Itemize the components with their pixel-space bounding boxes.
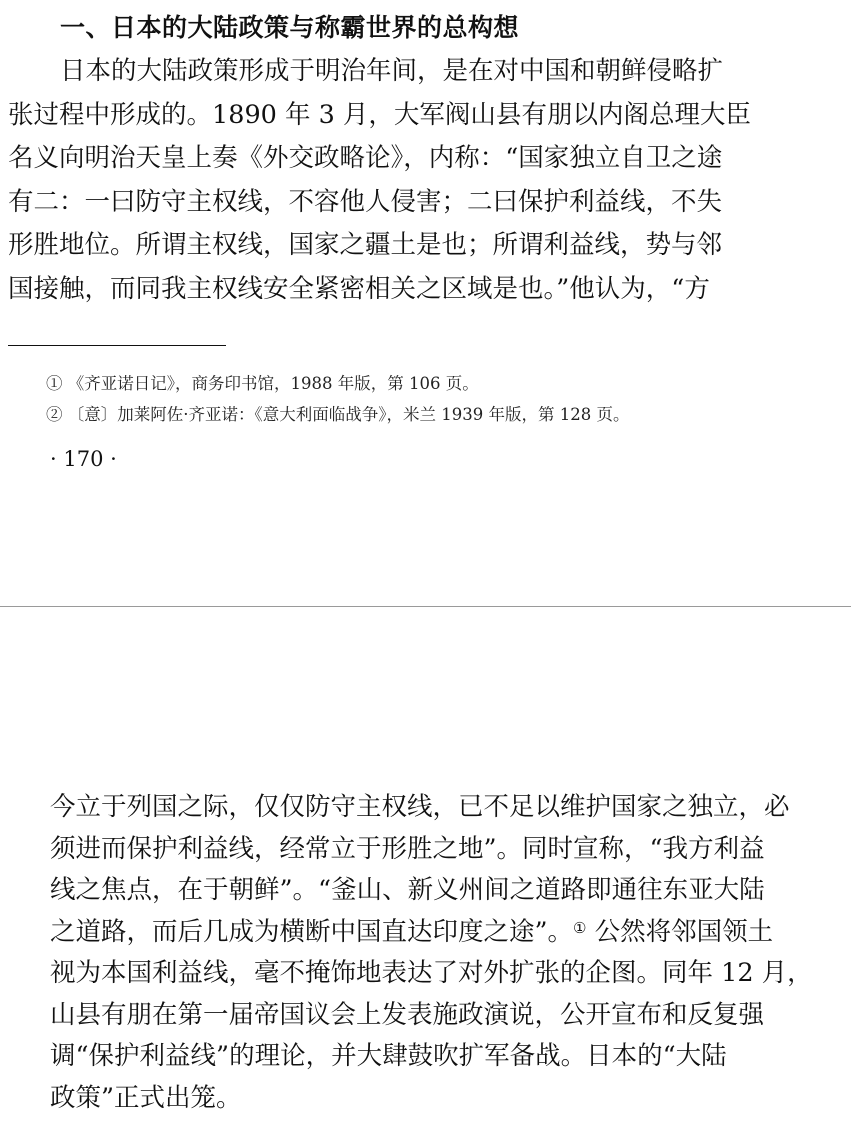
paragraph-line: 名义向明治天皇上奏《外交政略论》，内称：“国家独立自卫之途 — [8, 143, 723, 173]
paragraph-line: 今立于列国之际，仅仅防守主权线，已不足以维护国家之独立，必 — [50, 792, 790, 822]
paragraph-line: 调“保护利益线”的理论，并大肆鼓吹扩军备战。日本的“大陆 — [50, 1041, 727, 1071]
paragraph-line — [50, 912, 840, 954]
section-heading: 一、日本的大陆政策与称霸世界的总构想 — [60, 13, 520, 42]
line-text: 公然将邻国领土 — [586, 916, 774, 947]
paragraph-line: 日本的大陆政策形成于明治年间，是在对中国和朝鲜侵略扩 — [60, 56, 724, 86]
body-paragraph — [8, 50, 808, 311]
paragraph-line: 山县有朋在第一届帝国议会上发表施政演说，公开宣布和反复强 — [50, 999, 765, 1030]
lower-page — [0, 610, 851, 1139]
paragraph-line: 须进而保护利益线，经常立于形胜之地”。同时宣称，“我方利益 — [50, 833, 765, 864]
page-number: · 170 · — [50, 447, 117, 471]
line-text: 之道路，而后几成为横断中国直达印度之途”。 — [50, 916, 574, 947]
body-paragraph-continued — [50, 787, 840, 1119]
page-divider — [0, 606, 851, 607]
paragraph-line: 形胜地位。所谓主权线，国家之疆土是也；所谓利益线，势与邻 — [8, 230, 723, 260]
paragraph-line: 政策”正式出笼。 — [50, 1082, 242, 1113]
paragraph-line: 张过程中形成的。1890 年 3 月，大军阀山县有朋以内阁总理大臣 — [8, 99, 751, 130]
footnote-marker: ① — [573, 918, 587, 937]
paragraph-line: 线之焦点，在于朝鲜”。“釜山、新义州间之道路即通往东亚大陆 — [50, 875, 765, 905]
paragraph-line: 视为本国利益线，毫不掩饰地表达了对外扩张的企图。同年 12 月， — [50, 958, 813, 988]
footnote-1: ① 《齐亚诺日记》，商务印书馆，1988 年版，第 106 页。 — [46, 374, 479, 393]
footnotes — [46, 368, 629, 430]
footnote-rule — [8, 345, 226, 346]
paragraph-line: 有二：一曰防守主权线，不容他人侵害；二曰保护利益线，不失 — [8, 186, 723, 217]
footnote-2: ② 〔意〕加莱阿佐·齐亚诺：《意大利面临战争》，米兰 1939 年版，第 128 页。 — [46, 405, 630, 424]
paragraph-line: 国接触，而同我主权线安全紧密相关之区域是也。”他认为，“方 — [8, 273, 710, 304]
